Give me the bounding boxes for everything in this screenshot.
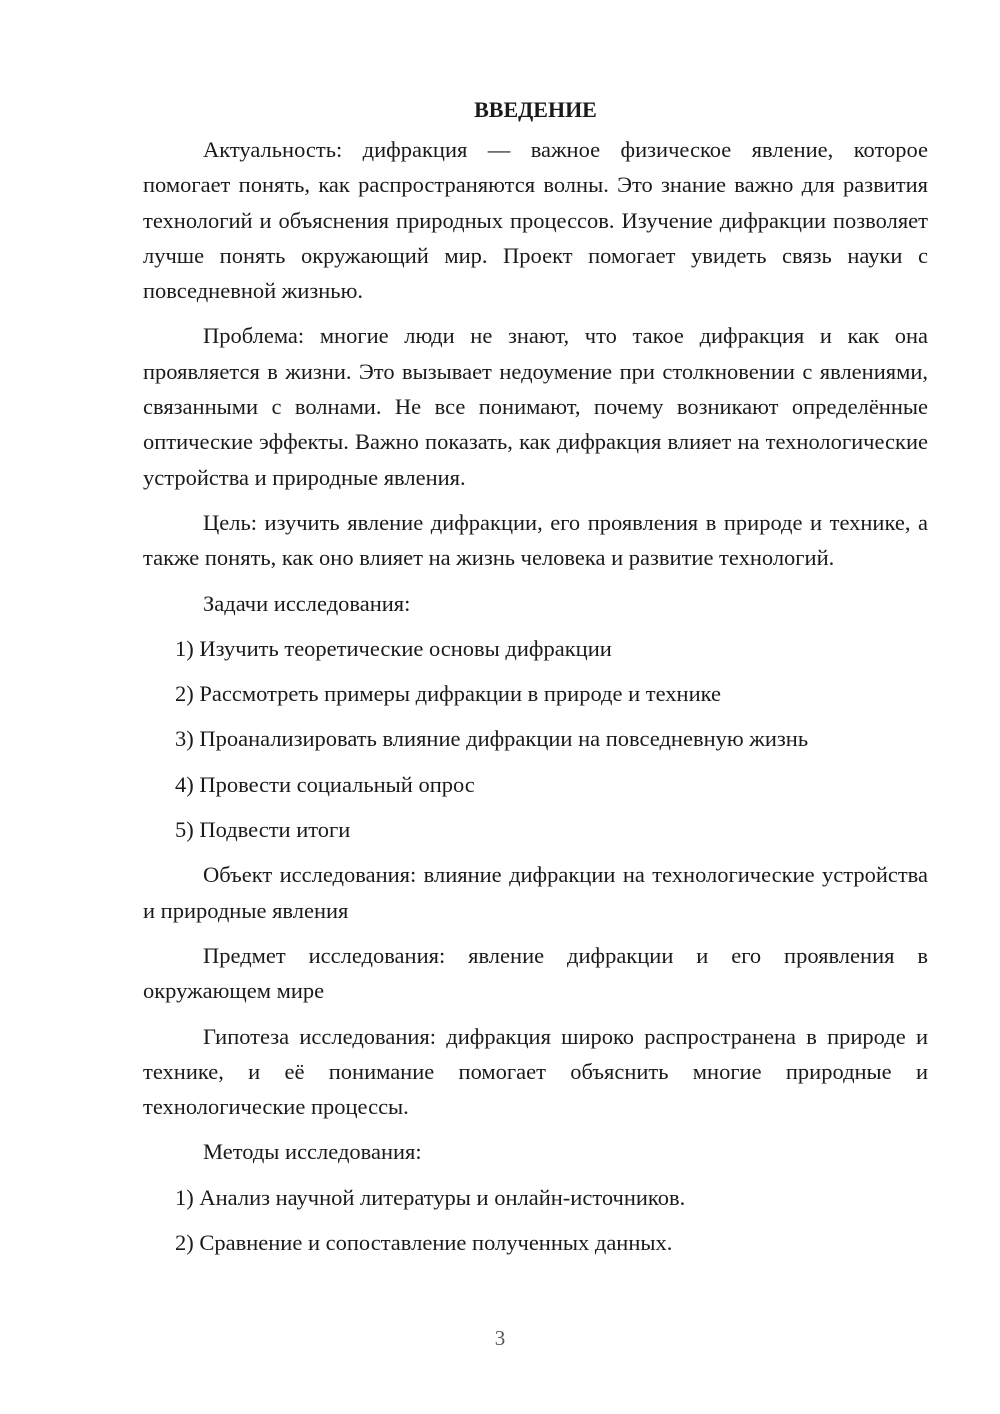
task-item: 2) Рассмотреть примеры дифракции в природе и технике	[175, 681, 721, 707]
task-item: 1) Изучить теоретические основы дифракции	[175, 635, 612, 661]
task-item: 3) Проанализировать влияние дифракции на повседневную жизнь	[175, 726, 809, 752]
tasks-heading: Задачи исследования:	[203, 590, 411, 616]
method-item: 2) Сравнение и сопоставление полученных данных.	[175, 1230, 673, 1256]
task-item: 4) Провести социальный опрос	[175, 771, 475, 797]
hypothesis-paragraph: Гипотеза исследования: дифракция широко распространена в природе и технике, и её понимание помогает объяснить многие природные и технологические процессы.	[143, 1023, 928, 1120]
methods-heading: Методы исследования:	[203, 1139, 422, 1165]
goal-paragraph: Цель: изучить явление дифракции, его проявления в природе и технике, а также понять, как оно влияет на жизнь человека и развитие технологий.	[143, 509, 928, 571]
document-page	[143, 92, 928, 1270]
subject-paragraph: Предмет исследования: явление дифракции и его проявления в окружающем мире	[143, 942, 928, 1004]
problem-paragraph: Проблема: многие люди не знают, что такое дифракция и как она проявляется в жизни. Это вызывает недоумение при столкновении с явлениями, связанными с волнами. Не все понимают, почему возникают определённые оптические эффекты. Важно показать, как дифракция влияет на технологические устройства и природные явления.	[143, 323, 928, 490]
task-item: 5) Подвести итоги	[175, 817, 351, 843]
page-number: 3	[494, 1326, 506, 1350]
object-paragraph: Объект исследования: влияние дифракции на технологические устройства и природные явления	[143, 862, 928, 923]
relevance-paragraph: Актуальность: дифракция — важное физическое явление, которое помогает понять, как распространяются волны. Это знание важно для развития технологий и объяснения природных процессов. Изучение дифракции позволяет лучше понять окружающий мир. Проект помогает увидеть связь науки с повседневной жизнью.	[143, 137, 928, 304]
method-item: 1) Анализ научной литературы и онлайн-источников.	[175, 1184, 686, 1210]
page-title: ВВЕДЕНИЕ	[474, 97, 597, 122]
